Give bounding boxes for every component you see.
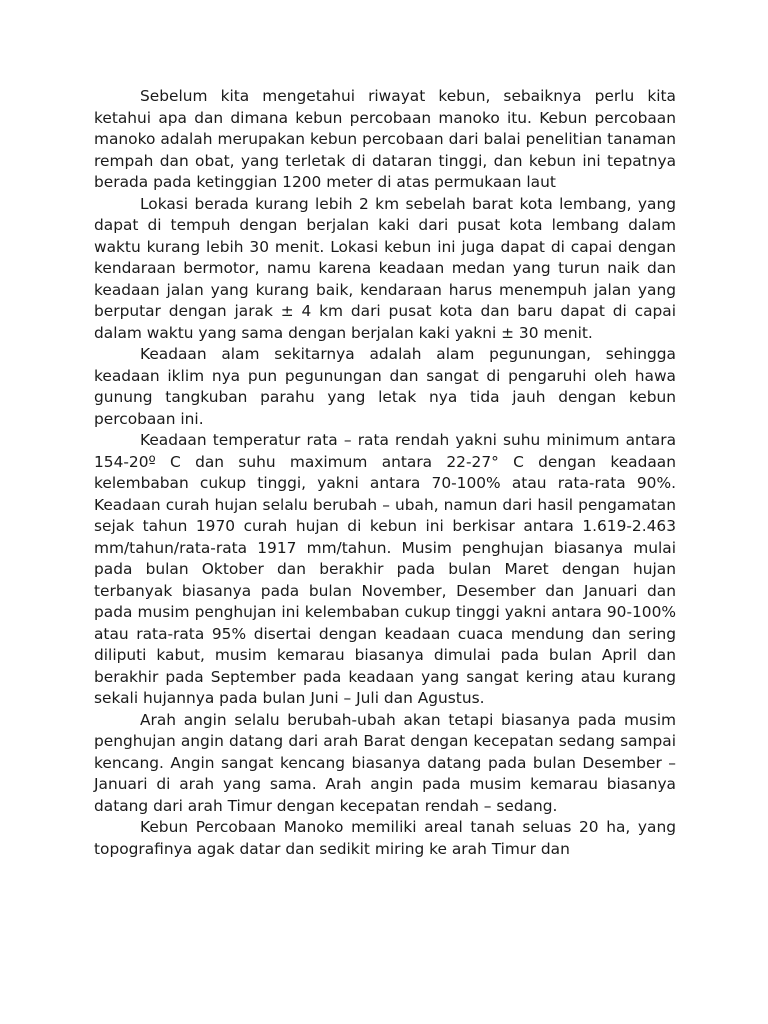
paragraph-site-intro: Sebelum kita mengetahui riwayat kebun, sebaiknya perlu kita ketahui apa dan dimana kebun percobaan manoko itu. Kebun percobaan manoko adalah merupakan kebun percobaan dari balai penelitian tanaman rempah dan obat, yang terletak di dataran tinggi, dan kebun ini tepatnya berada pada ketinggian 1200 meter di atas permukaan laut [94, 87, 676, 191]
paragraph-wind: Arah angin selalu berubah-ubah akan tetapi biasanya pada musim penghujan angin datang dari arah Barat dengan kecepatan sedang sampai kencang. Angin sangat kencang biasanya datang pada bulan Desember – Januari di arah yang sama. Arah angin pada musim kemarau biasanya datang dari arah Timur dengan kecepatan rendah – sedang. [94, 710, 676, 815]
paragraph-climate: Keadaan temperatur rata – rata rendah yakni suhu minimum antara 154-20º C dan suhu maximum antara 22-27° C dengan keadaan kelembaban cukup tinggi, yakni antara 70-100% atau rata-rata 90%. Keadaan curah hujan selalu berubah – ubah, namun dari hasil pengamatan sejak tahun 1970 curah hujan di kebun ini berkisar antara 1.619-2.463 mm/tahun/rata-rata 1917 mm/tahun. Musim penghujan biasanya mulai pada bulan Oktober dan berakhir pada bulan Maret dengan hujan terbanyak biasanya pada bulan November, Desember dan Januari dan pada musim penghujan ini kelembaban cukup tinggi yakni antara 90-100% atau rata-rata 95% disertai dengan keadaan cuaca mendung dan sering diliputi kabut, musim kemarau biasanya dimulai pada bulan April dan berakhir pada September pada keadaan yang sangat kering atau kurang sekali hujannya pada bulan Juni – Juli dan Agustus. [94, 431, 676, 707]
paragraph-environment: Keadaan alam sekitarnya adalah alam pegunungan, sehingga keadaan iklim nya pun pegunungan dan sangat di pengaruhi oleh hawa gunung tangkuban parahu yang letak nya tida jauh dengan kebun percobaan ini. [94, 345, 676, 428]
paragraph-land-area: Kebun Percobaan Manoko memiliki areal tanah seluas 20 ha, yang topografinya agak datar dan sedikit miring ke arah Timur dan [94, 818, 676, 858]
paragraph-location: Lokasi berada kurang lebih 2 km sebelah barat kota lembang, yang dapat di tempuh dengan berjalan kaki dari pusat kota lembang dalam waktu kurang lebih 30 menit. Lokasi kebun ini juga dapat di capai dengan kendaraan bermotor, namu karena keadaan medan yang turun naik dan keadaan jalan yang kurang baik, kendaraan harus menempuh jalan yang berputar dengan jarak ± 4 km dari pusat kota dan baru dapat di capai dalam waktu yang sama dengan berjalan kaki yakni ± 30 menit. [94, 194, 676, 342]
document-page [94, 86, 676, 860]
